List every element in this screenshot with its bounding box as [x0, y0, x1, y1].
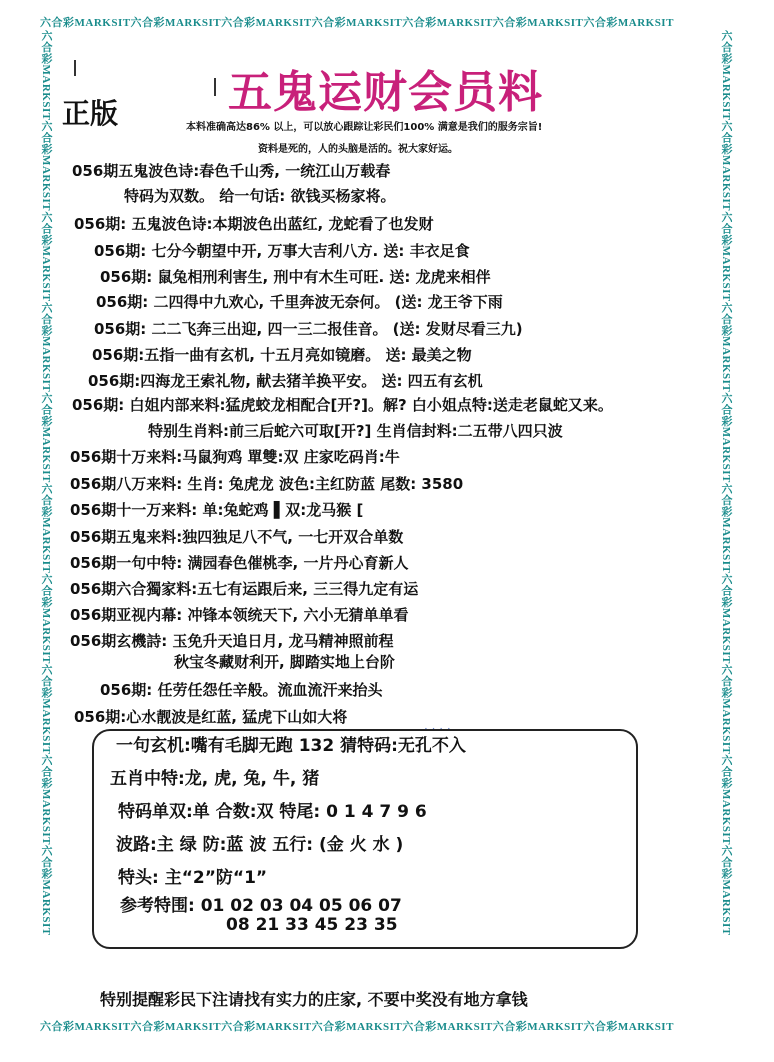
text-line: 秋宝冬藏财利开, 脚踏实地上台阶: [174, 653, 395, 671]
bottom-border-pattern: 六合彩MARKSIT六合彩MARKSIT六合彩MARKSIT六合彩MARKSIT六合彩MARKSIT六合彩MARKSIT六合彩MARKSIT: [40, 1021, 674, 1033]
box-line: 波路:主 绿 防:蓝 波 五行: (金 火 水 ): [116, 835, 404, 855]
text-line: 056期: 二四得中九欢心, 千里奔波无奈何。 (送: 龙王爷下雨: [96, 293, 503, 311]
text-line: 056期:心水靓波是红蓝, 猛虎下山如大将: [74, 708, 348, 726]
page-title: 五鬼运财会员料: [228, 67, 543, 118]
text-line: 特码为双数。 给一句话: 欲钱买杨家将。: [124, 187, 396, 205]
text-line: 056期十万来料:马鼠狗鸡 單雙:双 庄家吃码肖:牛: [70, 448, 400, 466]
text-line: 056期亚视内幕: 冲锋本领统天下, 六小无猜单单看: [70, 606, 409, 624]
top-border-pattern: 六合彩MARKSIT六合彩MARKSIT六合彩MARKSIT六合彩MARKSIT六合彩MARKSIT六合彩MARKSIT六合彩MARKSIT: [40, 17, 674, 29]
subtitle-accuracy: 本料准确高达86% 以上，可以放心跟踪让彩民们100% 满意是我们的服务宗旨!: [186, 122, 543, 133]
text-line: 056期:五指一曲有玄机, 十五月亮如镜磨。 送: 最美之物: [92, 346, 472, 364]
text-line: 056期一句中特: 满园春色催桃李, 一片丹心育新人: [70, 554, 409, 572]
text-line: 056期八万来料: 生肖: 兔虎龙 波色:主红防蓝 尾数: 3580: [70, 475, 464, 493]
text-line: 056期:四海龙王索礼物, 献去猪羊换平安。 送: 四五有玄机: [88, 372, 483, 390]
text-line: 056期: 白姐内部来料:猛虎蛟龙相配合[开?]。解? 白小姐点特:送走老鼠蛇又来。: [72, 396, 613, 414]
box-line: 特头: 主“2”防“1”: [118, 868, 268, 888]
edition-label: 正版: [62, 97, 119, 130]
text-line: 特别生肖料:前三后蛇六可取[开?] 生肖信封料:二五带八四只波: [148, 422, 563, 440]
box-line: 参考特围: 01 02 03 04 05 06 07: [120, 896, 402, 916]
text-line: 056期十一万来料: 单:兔蛇鸡 ▌双:龙马猴 [: [70, 501, 364, 519]
text-line: 056期五鬼波色诗:春色千山秀, 一统江山万载春: [72, 162, 391, 180]
box-line: 特码单双:单 合数:双 特尾: 0 1 4 7 9 6: [118, 802, 427, 822]
corner-mark: [74, 60, 76, 76]
ink-smudge: · · · ·: [424, 722, 451, 736]
footer-reminder: 特别提醒彩民下注请找有实力的庄家, 不要中奖没有地方拿钱: [100, 990, 528, 1009]
text-line: 056期玄機詩: 玉免升天追日月, 龙马精神照前程: [70, 632, 394, 650]
text-line: 056期: 二二飞奔三出迎, 四一三二报佳音。 (送: 发财尽看三九): [94, 320, 523, 338]
text-line: 056期: 七分今朝望中开, 万事大吉利八方. 送: 丰衣足食: [94, 242, 470, 260]
subtitle-luck: 资料是死的，人的头脑是活的。祝大家好运。: [258, 144, 458, 155]
text-line: 056期: 任劳任怨任辛般。流血流汗来抬头: [100, 681, 383, 699]
text-line: 056期六合獨家料:五七有运跟后来, 三三得九定有运: [70, 580, 419, 598]
title-divider: [214, 78, 216, 96]
text-line: 056期: 鼠兔相刑利害生, 刑中有木生可旺. 送: 龙虎来相伴: [100, 268, 491, 286]
text-line: 056期: 五鬼波色诗:本期波色出蓝红, 龙蛇看了也发财: [74, 215, 434, 233]
box-line: 一句玄机:嘴有毛脚无跑 132 猜特码:无孔不入: [116, 736, 466, 756]
box-line: 08 21 33 45 23 35: [226, 915, 398, 935]
left-border-pattern: 六合彩MARKSIT六合彩MARKSIT六合彩MARKSIT六合彩MARKSIT六合彩MARKSIT六合彩MARKSIT六合彩MARKSIT六合彩MARKSIT六合彩MARKSIT六合彩MARKSIT: [40, 30, 52, 936]
box-line: 五肖中特:龙, 虎, 兔, 牛, 猪: [110, 769, 320, 789]
text-line: 056期五鬼来料:独四独足八不气, 一七开双合单数: [70, 528, 404, 546]
right-border-pattern: 六合彩MARKSIT六合彩MARKSIT六合彩MARKSIT六合彩MARKSIT六合彩MARKSIT六合彩MARKSIT六合彩MARKSIT六合彩MARKSIT六合彩MARKSIT六合彩MARKSIT: [720, 30, 732, 936]
